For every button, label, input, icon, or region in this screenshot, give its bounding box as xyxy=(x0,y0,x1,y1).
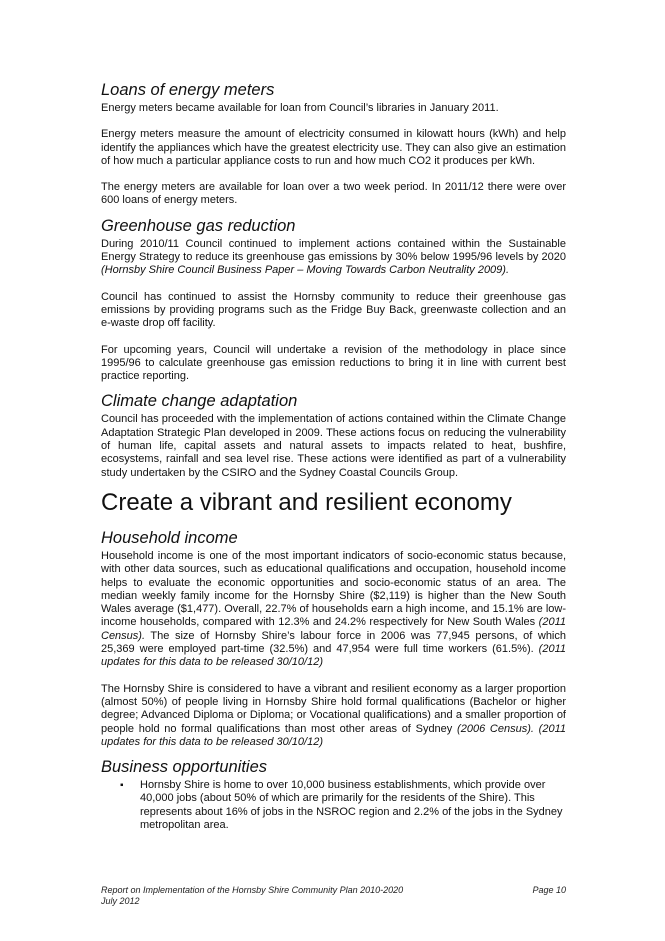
paragraph-loans-2: Energy meters measure the amount of electricity consumed in kilowatt hours (kWh) and help identify the appliances which have the greatest electricity use. They can also give an estimation of how much a particular appliance costs to run and how much CO2 it produces per kWh. xyxy=(101,128,566,167)
heading-climate: Climate change adaptation xyxy=(101,392,298,411)
footer-date: July 2012 xyxy=(101,896,140,906)
page-content xyxy=(101,80,566,832)
heading-loans: Loans of energy meters xyxy=(101,81,275,99)
paragraph-household-1-text-2: The size of Hornsby Shire’s labour force in 2006 was 77,945 persons, of which 25,369 were employed part-time (32.5%) and 47,954 were full time workers (61.5%). xyxy=(101,629,566,656)
paragraph-greenhouse-3: For upcoming years, Council will undertake a revision of the methodology in place since 1995/96 to calculate greenhouse gas emission reductions to bring it in line with current best practice reporting. xyxy=(101,343,566,383)
paragraph-greenhouse-1-text: During 2010/11 Council continued to implement actions contained within the Sustainable Energy Strategy to reduce its greenhouse gas emissions by 30% below 1995/96 levels by 2020 xyxy=(101,237,566,264)
paragraph-greenhouse-1-citation: (Hornsby Shire Council Business Paper – Moving Towards Carbon Neutrality 2009). xyxy=(101,264,510,277)
heading-economy: Create a vibrant and resilient economy xyxy=(101,488,512,516)
paragraph-greenhouse-1 xyxy=(101,238,566,278)
footer-report-title: Report on Implementation of the Hornsby Shire Community Plan 2010-2020 xyxy=(101,885,404,895)
paragraph-household-1 xyxy=(101,550,566,670)
paragraph-household-2-text: The Hornsby Shire is considered to have a vibrant and resilient economy as a larger proportion (almost 50%) of people living in Hornsby Shire hold formal qualifications (Bachelor or higher degree; Advanced Diploma or Diploma; or Vocational qualifications) and a smaller proportion of people hold no formal qualifications than most other areas of Sydney xyxy=(101,682,566,735)
paragraph-household-1-citation: (2011 Census). xyxy=(101,616,566,642)
page-footer xyxy=(101,885,566,907)
heading-household-income: Household income xyxy=(101,528,238,547)
heading-business-opportunities: Business opportunities xyxy=(101,758,268,777)
paragraph-loans-3: The energy meters are available for loan over a two week period. In 2011/12 there were over 600 loans of energy meters. xyxy=(101,181,566,207)
business-bullet-list xyxy=(101,779,566,832)
footer-page-number: Page 10 xyxy=(532,885,566,895)
paragraph-household-2 xyxy=(101,683,566,749)
paragraph-household-2-citation: (2006 Census). (2011 updates for this data to be released 30/10/12) xyxy=(101,722,566,748)
paragraph-climate-1: Council has proceeded with the implementation of actions contained within the Climate Change Adaptation Strategic Plan developed in 2009. These actions focus on reducing the vulnerability of human life, capital assets and natural assets to impacts related to heat, bushfire, ecosystems, rainfall and sea level rise. These actions were identified as part of a vulnerability study undertaken by the CSIRO and the Sydney Coastal Councils Group. xyxy=(101,413,566,479)
bullet-item: ▪ Hornsby Shire is home to over 10,000 business establishments, which provide over 40,000 jobs (about 50% of which are primarily for the residents of the Shire). This represents about 16% of jobs in the NSROC region and 2.2% of the jobs in the Sydney metropolitan area. xyxy=(140,779,566,832)
paragraph-household-1-text: Household income is one of the most important indicators of socio-economic status because, with other data sources, such as educational qualifications and occupation, household income helps to evaluate the economic opportunities and socio-economic status of an area. The median weekly family income for the Hornsby Shire ($2,119) is higher than the New South Wales average ($1,477). Overall, 22.7% of households earn a high income, and 15.1% are low-income households, compared with 12.3% and 24.2% respectively for New South Wales xyxy=(101,549,566,629)
paragraph-greenhouse-2: Council has continued to assist the Hornsby community to reduce their greenhouse gas emissions by providing programs such as the Fridge Buy Back, greenwaste collection and an e-waste drop off facility. xyxy=(101,290,566,330)
footer-row xyxy=(101,885,566,896)
heading-greenhouse: Greenhouse gas reduction xyxy=(101,216,296,235)
paragraph-loans-1: Energy meters became available for loan from Council’s libraries in January 2011. xyxy=(101,102,499,114)
paragraph-household-1-update-note: (2011 updates for this data to be released 30/10/12) xyxy=(101,643,566,669)
